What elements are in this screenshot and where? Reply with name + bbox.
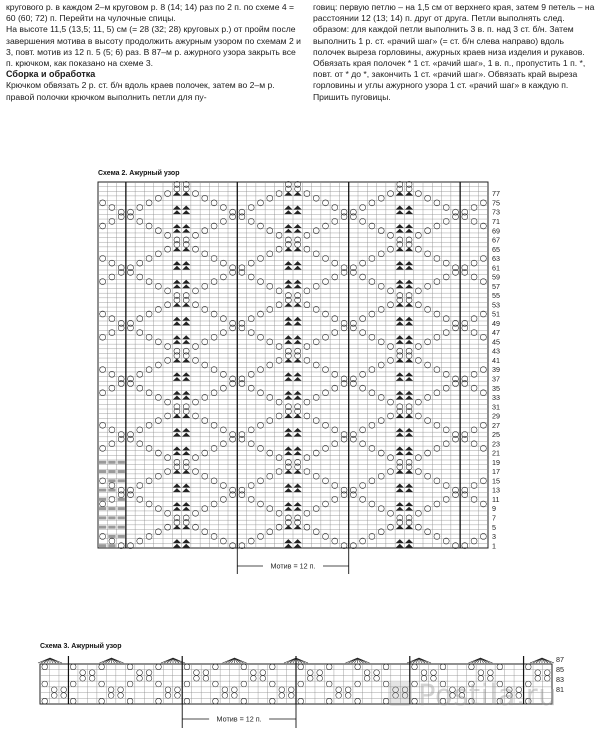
row-number-label: 71: [492, 216, 500, 226]
row-number-label: 47: [492, 328, 500, 338]
row-number-label: 61: [492, 263, 500, 273]
row-number-label: 11: [492, 494, 500, 504]
instructions-paragraph: Крючком обвязать 2 р. ст. б/н вдоль краев полочек, затем во 2–м р. правой полочки крючком выполнить петли для пу-: [6, 80, 275, 102]
row-number-label: 7: [492, 513, 496, 523]
row-number-label: 73: [492, 207, 500, 217]
row-number-label: 43: [492, 346, 500, 356]
row-number-label: 29: [492, 411, 500, 421]
row-number-label: 85: [556, 665, 564, 674]
row-number-label: 31: [492, 402, 500, 412]
row-number-label: 63: [492, 254, 500, 264]
row-number-label: 27: [492, 420, 500, 430]
row-number-label: 35: [492, 383, 500, 393]
row-number-label: 21: [492, 448, 500, 458]
row-number-label: 45: [492, 337, 500, 347]
row-number-label: 23: [492, 439, 500, 449]
instructions-paragraph: На высоте 11,5 (13,5; 11, 5) см (= 28 (32; 28) круговых р.) от пройм после завершения мотива в высоту продолжить ажурным узором по схемам 2 и 3, повт. мотив из 12 п. 5 (5; 6) раз. В 87–м р. ажурного узора закрыть все п. крючком, как показано на схеме 3.: [6, 24, 301, 69]
row-number-label: 17: [492, 467, 500, 477]
watermark-text: Postila.ru: [418, 678, 558, 712]
row-number-label: 67: [492, 235, 500, 245]
section-heading-assembly: Сборка и обработка: [6, 69, 96, 80]
row-number-label: 5: [492, 522, 496, 532]
row-number-label: 55: [492, 291, 500, 301]
row-number-label: 59: [492, 272, 500, 282]
scheme-2-grid: [98, 181, 500, 574]
row-number-label: 65: [492, 244, 500, 254]
row-number-label: 81: [556, 685, 564, 694]
row-number-label: 39: [492, 365, 500, 375]
row-number-label: 49: [492, 318, 500, 328]
row-number-label: 41: [492, 355, 500, 365]
instructions-paragraph: говиц: первую петлю – на 1,5 см от верхнего края, затем 9 петель – на расстоянии 12 (13; 14) п. друг от друга. Петли выполнять след. образом: для каждой петли выполнить 3 в. п. над 3 ст. б/н. Затем выполнить 1 р. ст. «рачий шаг» (= ст. б/н слева направо) вдоль полочек выреза горловины, ажурных краев низа изделия и рукавов. Обвязать края полочек * 1 ст. «рачий шаг», 1 в. п., пропустить 1 п. *, повт. от * до *, закончить 1 ст. «рачий шаг». Обвязать край выреза горловины и углы ажурного узора 1 ст. «рачий шаг» в каждую п. Пришить пуговицы.: [313, 2, 595, 102]
row-number-label: 69: [492, 226, 500, 236]
row-number-label: 25: [492, 430, 500, 440]
row-number-label: 1: [492, 541, 496, 551]
row-number-label: 13: [492, 485, 500, 495]
scheme-2-title: Схема 2. Ажурный узор: [98, 170, 180, 177]
row-number-label: 75: [492, 198, 500, 208]
row-number-label: 53: [492, 300, 500, 310]
row-number-label: 83: [556, 675, 564, 684]
row-number-label: 57: [492, 281, 500, 291]
row-number-label: 3: [492, 532, 496, 542]
motif-label: Мотив = 12 п.: [270, 561, 316, 571]
row-number-label: 51: [492, 309, 500, 319]
row-number-label: 9: [492, 504, 496, 514]
instructions-paragraph: кругового р. в каждом 2–м круговом р. 8 (14; 14) раз по 2 п. по схеме 4 = 60 (60; 72) п. Перейти на чулочные спицы.: [6, 2, 295, 24]
row-number-label: 77: [492, 189, 500, 199]
row-number-label: 87: [556, 655, 564, 664]
row-number-label: 19: [492, 457, 500, 467]
row-number-label: 15: [492, 476, 500, 486]
scheme-3-title: Схема 3. Ажурный узор: [40, 643, 122, 650]
row-number-label: 37: [492, 374, 500, 384]
row-number-label: 33: [492, 393, 500, 403]
motif-label: Мотив = 12 п.: [216, 714, 262, 724]
postila-logo-icon: [388, 682, 412, 706]
